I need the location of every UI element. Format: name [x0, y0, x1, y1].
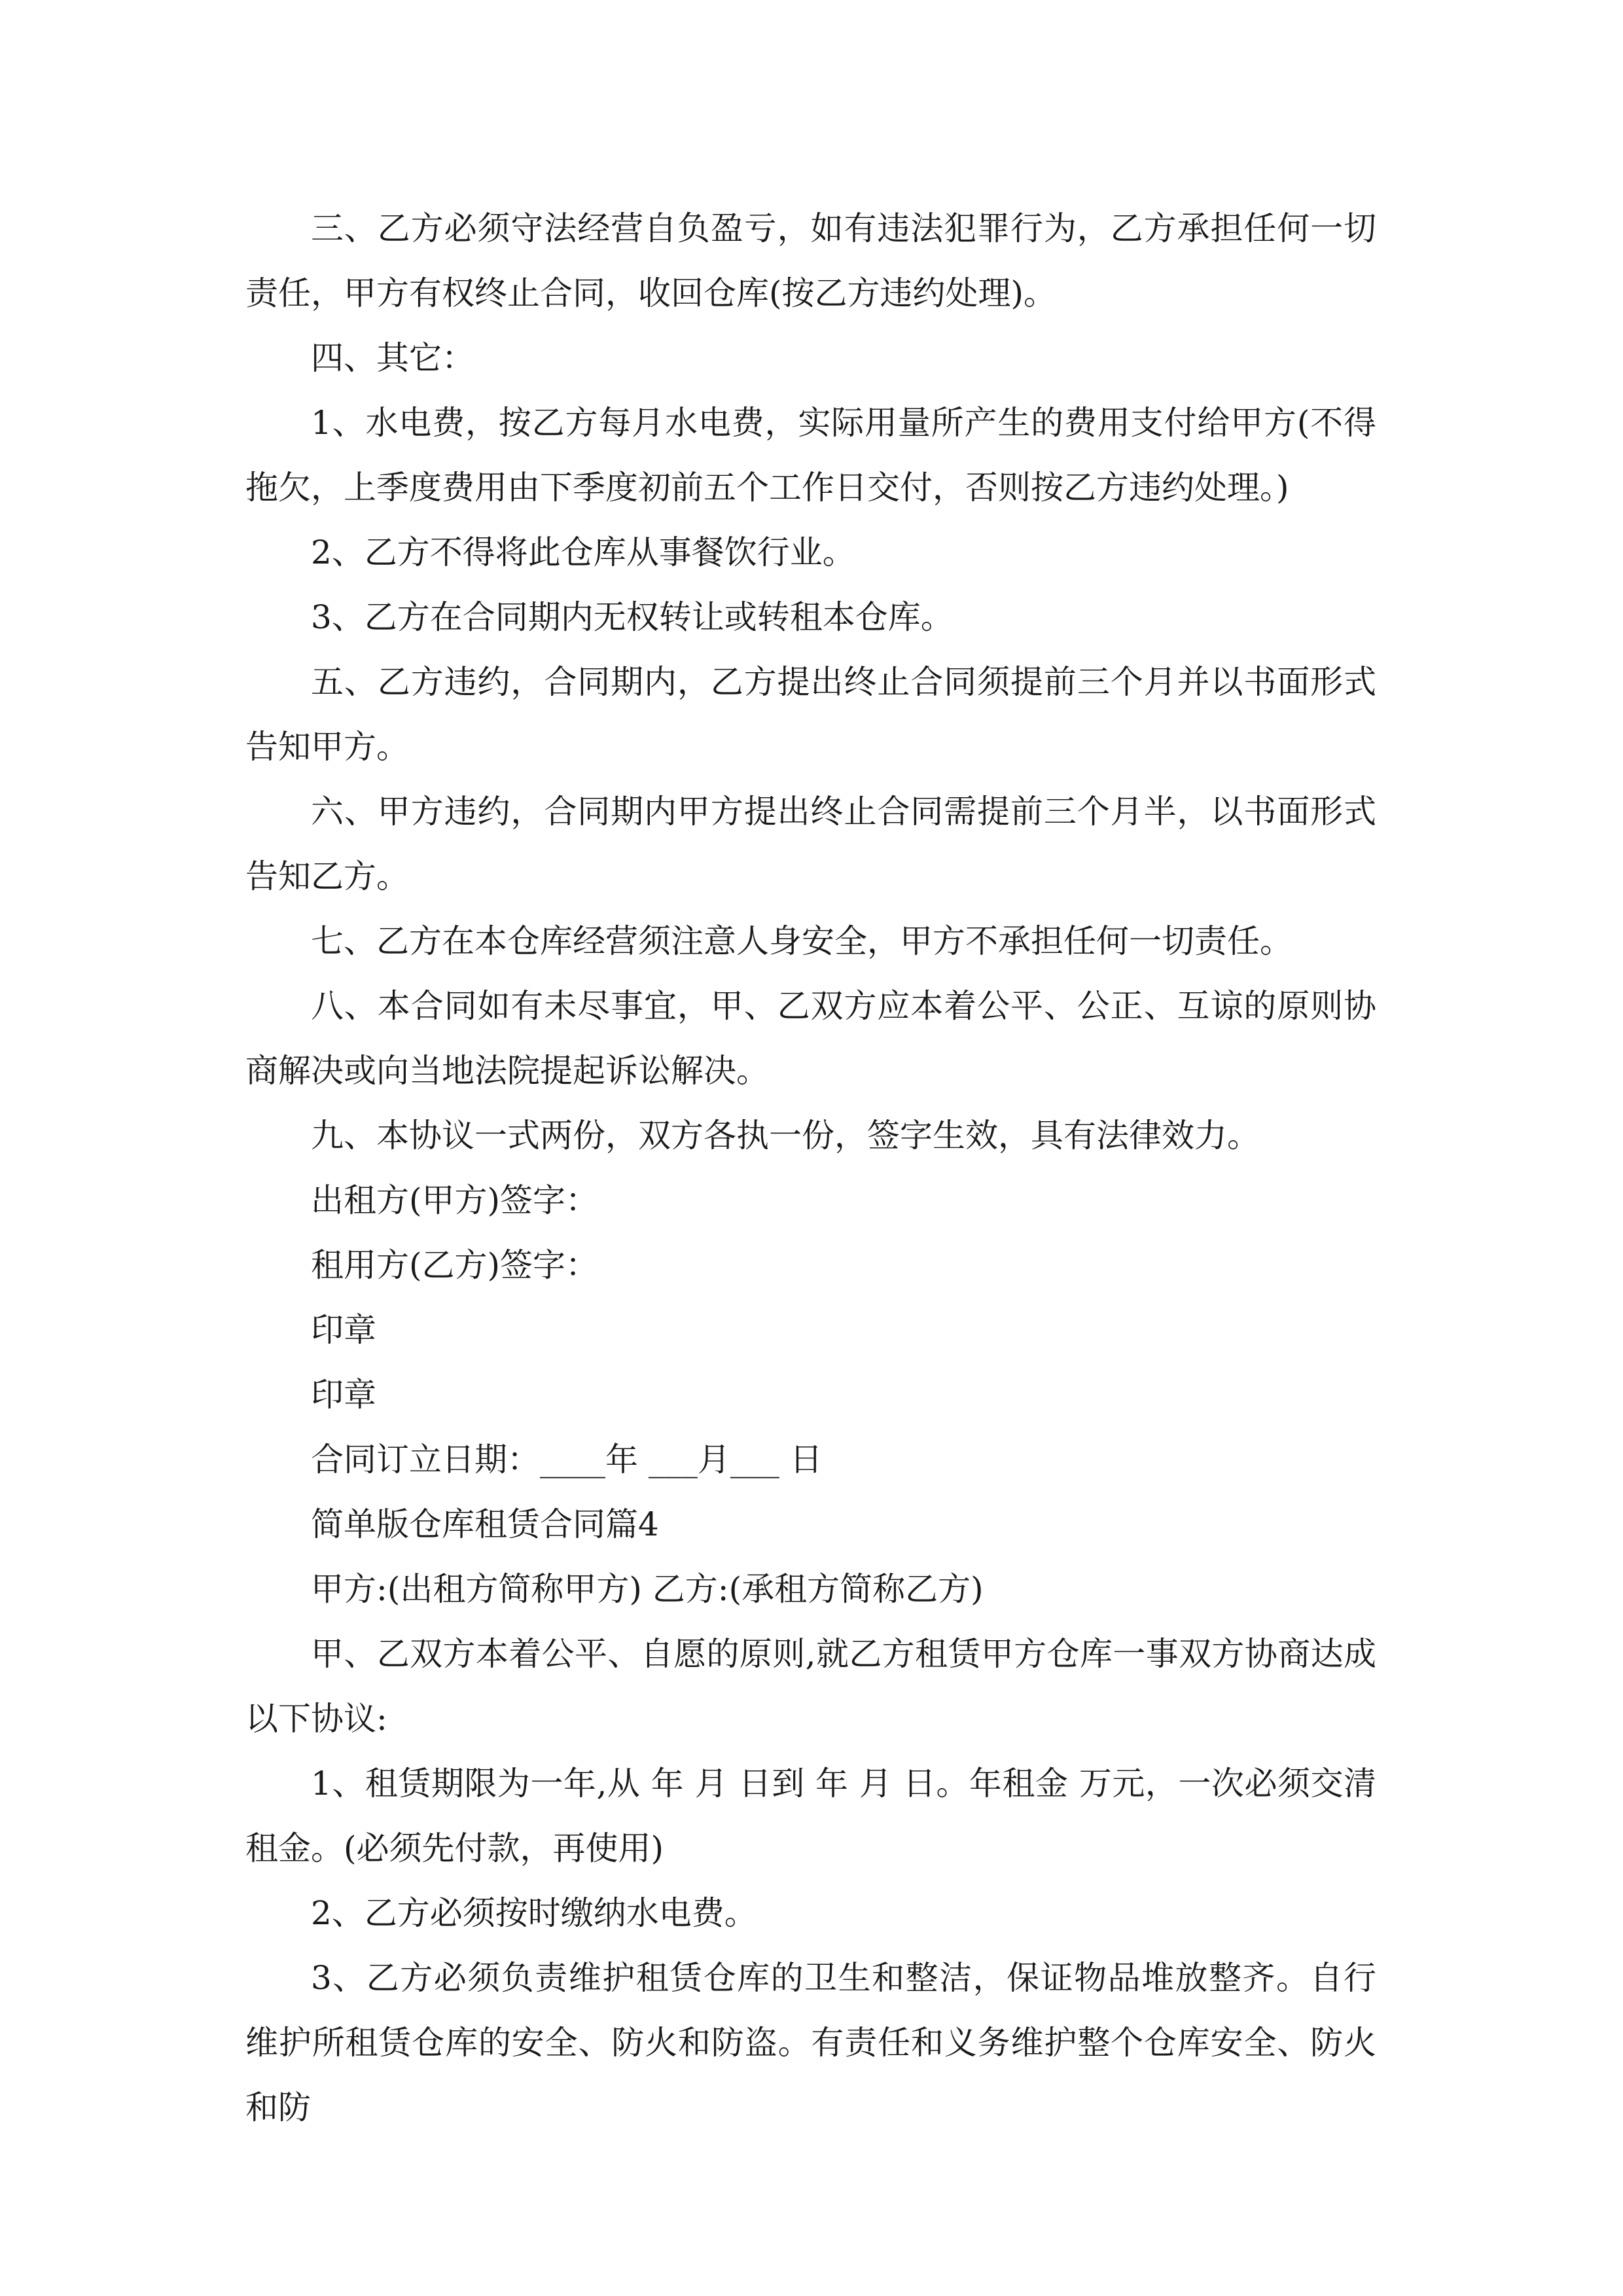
- agreement-intro: 甲、乙双方本着公平、自愿的原则,就乙方租赁甲方仓库一事双方协商达成以下协议:: [245, 1635, 1376, 1738]
- clause-8-paragraph: 八、本合同如有未尽事宜，甲、乙双方应本着公平、公正、互谅的原则协商解决或向当地法院提起诉讼解决。: [245, 987, 1376, 1090]
- term-item-1: 1、租赁期限为一年,从 年 月 日到 年 月 日。年租金 万元，一次必须交清租金。(必须先付款，再使用): [245, 1765, 1376, 1867]
- lessor-signature-line: 出租方(甲方)签字：: [311, 1181, 599, 1219]
- term-item-2: 2、乙方必须按时缴纳水电费。: [311, 1894, 757, 1932]
- document-body: [245, 196, 1376, 2140]
- clause-7-paragraph: 七、乙方在本仓库经营须注意人身安全，甲方不承担任何一切责任。: [311, 922, 1293, 960]
- parties-line: 甲方:(出租方简称甲方) 乙方:(承租方简称乙方): [311, 1570, 984, 1608]
- section-title: 简单版仓库租赁合同篇4: [311, 1505, 659, 1543]
- lessee-signature-line: 租用方(乙方)签字：: [311, 1246, 599, 1284]
- contract-date-line: 合同订立日期：____年 ___月___ 日: [311, 1441, 823, 1479]
- seal-line-1: 印章: [311, 1311, 376, 1349]
- clause-4-item-1: 1、水电费，按乙方每月水电费，实际用量所产生的费用支付给甲方(不得拖欠，上季度费用由下季度初前五个工作日交付，否则按乙方违约处理。): [245, 404, 1376, 507]
- term-item-3: 3、乙方必须负责维护租赁仓库的卫生和整洁，保证物品堆放整齐。自行维护所租赁仓库的安全、防火和防盗。有责任和义务维护整个仓库安全、防火和防: [245, 1959, 1376, 2126]
- clause-9-paragraph: 九、本协议一式两份，双方各执一份，签字生效，具有法律效力。: [311, 1117, 1260, 1155]
- clause-4-heading: 四、其它：: [311, 339, 474, 377]
- seal-line-2: 印章: [311, 1376, 376, 1414]
- clause-3-paragraph: 三、乙方必须守法经营自负盈亏，如有违法犯罪行为，乙方承担任何一切责任，甲方有权终止合同，收回仓库(按乙方违约处理)。: [245, 209, 1376, 312]
- clause-6-paragraph: 六、甲方违约，合同期内甲方提出终止合同需提前三个月半，以书面形式告知乙方。: [245, 793, 1376, 895]
- clause-5-paragraph: 五、乙方违约，合同期内，乙方提出终止合同须提前三个月并以书面形式告知甲方。: [245, 663, 1376, 766]
- clause-4-item-2: 2、乙方不得将此仓库从事餐饮行业。: [311, 533, 855, 571]
- clause-4-item-3: 3、乙方在合同期内无权转让或转租本仓库。: [311, 598, 954, 636]
